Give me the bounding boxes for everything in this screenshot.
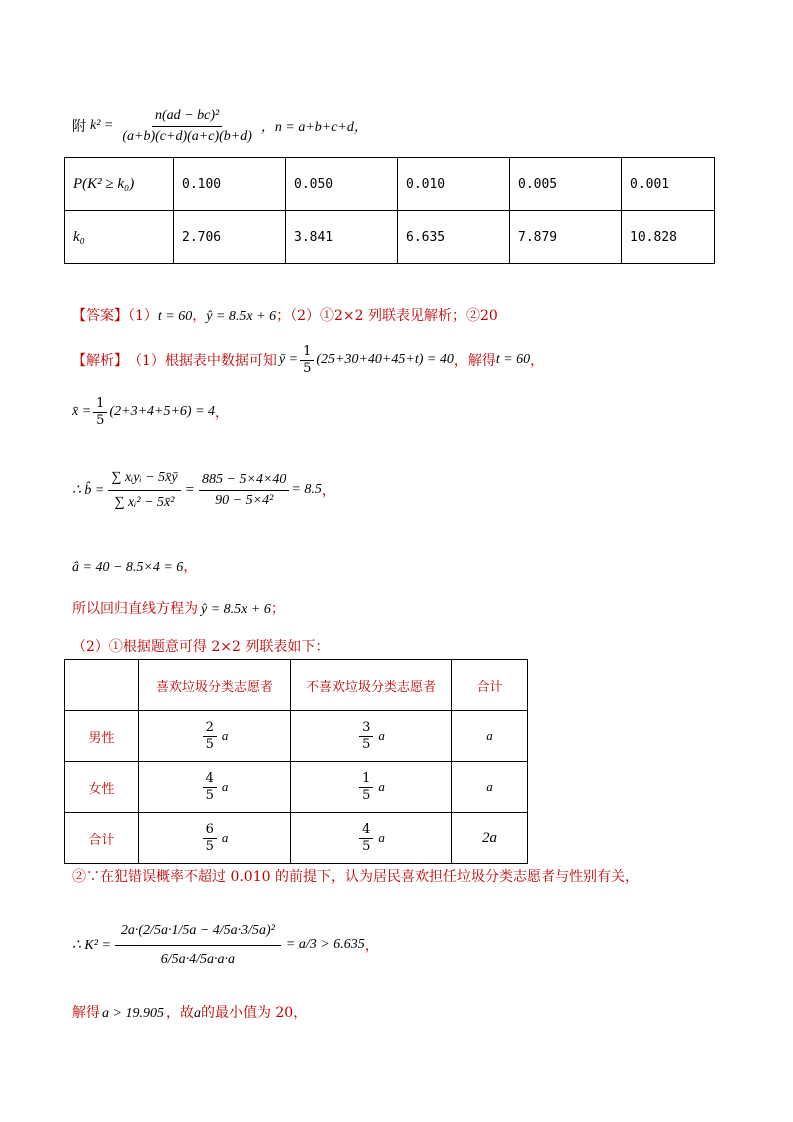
reg-eq: ŷ = 8.5x + 6 (201, 602, 271, 617)
frac-num: 1 (359, 771, 373, 788)
solve-var: a (193, 1006, 201, 1021)
b-numerator: ∑ xᵢyᵢ − 5x̄ȳ (108, 462, 180, 491)
var-a: a (221, 728, 229, 743)
b-hat-line: ∴ b̂ = $\frac{\text{∑ xᵢyᵢ − 5x̄ȳ}}{\text{∑ xᵢ² − 5x̄²}}$ = $\frac{885 - 5\times 4\times 40}{\text{90 − 5×4²}}$ = 8.5 ， (72, 455, 336, 525)
frac-num: 3 (359, 720, 373, 737)
var-a: a (221, 830, 229, 845)
b-mid-denominator: 90 − 5×4² (215, 492, 274, 508)
table-cell (139, 711, 291, 762)
table-cell: 0.100 (174, 158, 286, 211)
b-end: ， (321, 483, 336, 499)
var-a: a (221, 779, 229, 794)
solve-prefix: 解得 (72, 1005, 100, 1021)
k2-fraction (115, 915, 281, 976)
table-cell (139, 813, 291, 864)
var-a: a (378, 779, 385, 794)
k2-lhs: ∴ K² = (72, 937, 111, 953)
row-label: 合计 (65, 813, 139, 864)
table-cell: 6.635 (398, 211, 510, 264)
frac-den: 5 (205, 787, 214, 803)
b-lhs: ∴ b̂ = (72, 482, 105, 498)
solve-text: ，解得 (453, 353, 496, 369)
row-label: 女性 (65, 762, 139, 813)
regression-line (72, 598, 285, 618)
one-fifth (93, 396, 107, 429)
formula-numerator: n(ad − bc)² (152, 106, 222, 127)
table-row (65, 211, 715, 264)
frac-den: 5 (362, 838, 371, 854)
n-definition: ，n = a+b+c+d， (260, 120, 368, 135)
var-a: a (378, 728, 385, 743)
table-cell: 0.005 (510, 158, 622, 211)
formula-denominator: (a+b)(c+d)(a+c)(b+d) (122, 128, 252, 144)
b-denominator: ∑ xᵢ² − 5x̄² (114, 494, 175, 510)
xbar-end: ， (215, 405, 230, 421)
contingency-table (64, 659, 528, 864)
solve-tail: 的最小值为 20， (200, 1005, 308, 1021)
table-row (65, 660, 528, 711)
header-cell: 合计 (452, 660, 528, 711)
b-mid-fraction (199, 470, 289, 511)
analysis-intro: （1）根据表中数据可知 (128, 353, 277, 369)
header-cell: 喜欢垃圾分类志愿者 (139, 660, 291, 711)
xbar-expr: (2+3+4+5+6) = 4 (109, 404, 216, 419)
table-cell: 7.879 (510, 211, 622, 264)
solve-line (72, 1002, 307, 1022)
frac-den: 5 (205, 736, 214, 752)
table-cell: 0.050 (286, 158, 398, 211)
table-cell: a (452, 711, 528, 762)
ybar-expr: (25+30+40+45+t) = 40 (316, 352, 454, 367)
b-result: = 8.5 (291, 482, 322, 497)
table-cell: 10.828 (622, 211, 715, 264)
table-cell: a (452, 762, 528, 813)
answer-tag: 【答案】 (72, 308, 128, 324)
solve-ineq: a > 19.905 (102, 1006, 164, 1021)
table-row (65, 711, 528, 762)
xbar-lhs: x̄ = (72, 404, 92, 419)
formula-fraction (119, 106, 255, 147)
k2-numerator: 2a·(2/5a·1/5a − 4/5a·3/5a)² (115, 915, 281, 946)
answer-y: ŷ = 8.5x + 6 (206, 309, 277, 324)
answer-part1: （1） (128, 308, 158, 324)
k2-result: = a/3 > 6.635 (285, 937, 365, 952)
table-cell (139, 762, 291, 813)
table-row (65, 813, 528, 864)
appendix-prefix: 附 (72, 119, 86, 135)
appendix-formula (72, 104, 368, 148)
frac-num: 6 (203, 822, 217, 839)
row-label-k0: k₀ (65, 211, 174, 264)
table-cell (291, 762, 452, 813)
table-row (65, 158, 715, 211)
frac-den: 5 (205, 838, 214, 854)
k2-end: ， (364, 938, 379, 954)
b-mid-numerator: 885 − 5×4×40 (199, 470, 289, 491)
frac-num: 2 (203, 720, 217, 737)
table-cell: 0.010 (398, 158, 510, 211)
frac-den: 5 (362, 787, 371, 803)
reg-end: ； (270, 601, 285, 617)
header-cell: 不喜欢垃圾分类志愿者 (291, 660, 452, 711)
row-label: 男性 (65, 711, 139, 762)
analysis-line1 (72, 340, 544, 380)
table-cell: 2.706 (174, 211, 286, 264)
ybar-lhs: ȳ = (278, 352, 299, 367)
frac-num: 4 (359, 822, 373, 839)
frac-num: 1 (93, 396, 107, 413)
frac-num: 1 (300, 344, 314, 361)
k2-line (72, 905, 379, 985)
frac-den: 5 (96, 412, 105, 428)
end-comma: ， (530, 353, 545, 369)
table-cell (291, 711, 452, 762)
analysis-tag: 【解析】 (72, 353, 128, 369)
xbar-line (72, 392, 229, 432)
a-eq: â = 40 − 8.5×4 = 6 (72, 560, 184, 575)
table-row (65, 762, 528, 813)
part2-statement: ②∵在犯错误概率不超过 0.010 的前提下，认为居民喜欢担任垃圾分类志愿者与性别有关， (72, 869, 639, 885)
table-cell (291, 813, 452, 864)
answer-t: t = 60 (157, 309, 193, 324)
part2-heading: （2）①根据题意可得 2×2 列联表如下： (72, 639, 330, 655)
frac-den: 5 (362, 736, 371, 752)
formula-lhs: k² = (90, 118, 114, 133)
a-end: ， (183, 559, 198, 575)
reg-text: 所以回归直线方程为 (72, 601, 198, 617)
solve-mid: ，故 (165, 1005, 194, 1021)
answer-sep: ， (192, 308, 207, 324)
critical-value-table (64, 157, 715, 264)
row-label-probability: P(K² ≥ k₀) (65, 158, 174, 211)
table-cell: 3.841 (286, 211, 398, 264)
table-cell: 2a (452, 813, 528, 864)
a-hat-line (72, 556, 197, 576)
b-fraction (108, 462, 180, 519)
var-a: a (378, 830, 385, 845)
one-fifth (300, 344, 314, 377)
header-cell (65, 660, 139, 711)
answer-line (72, 305, 498, 325)
frac-den: 5 (303, 360, 312, 376)
table-cell: 0.001 (622, 158, 715, 211)
answer-part2: ；（2）①2×2 列联表见解析；②20 (276, 308, 498, 324)
frac-num: 4 (203, 771, 217, 788)
t-result: t = 60 (495, 352, 531, 367)
k2-denominator: 6/5a·4/5a·a·a (160, 951, 236, 967)
